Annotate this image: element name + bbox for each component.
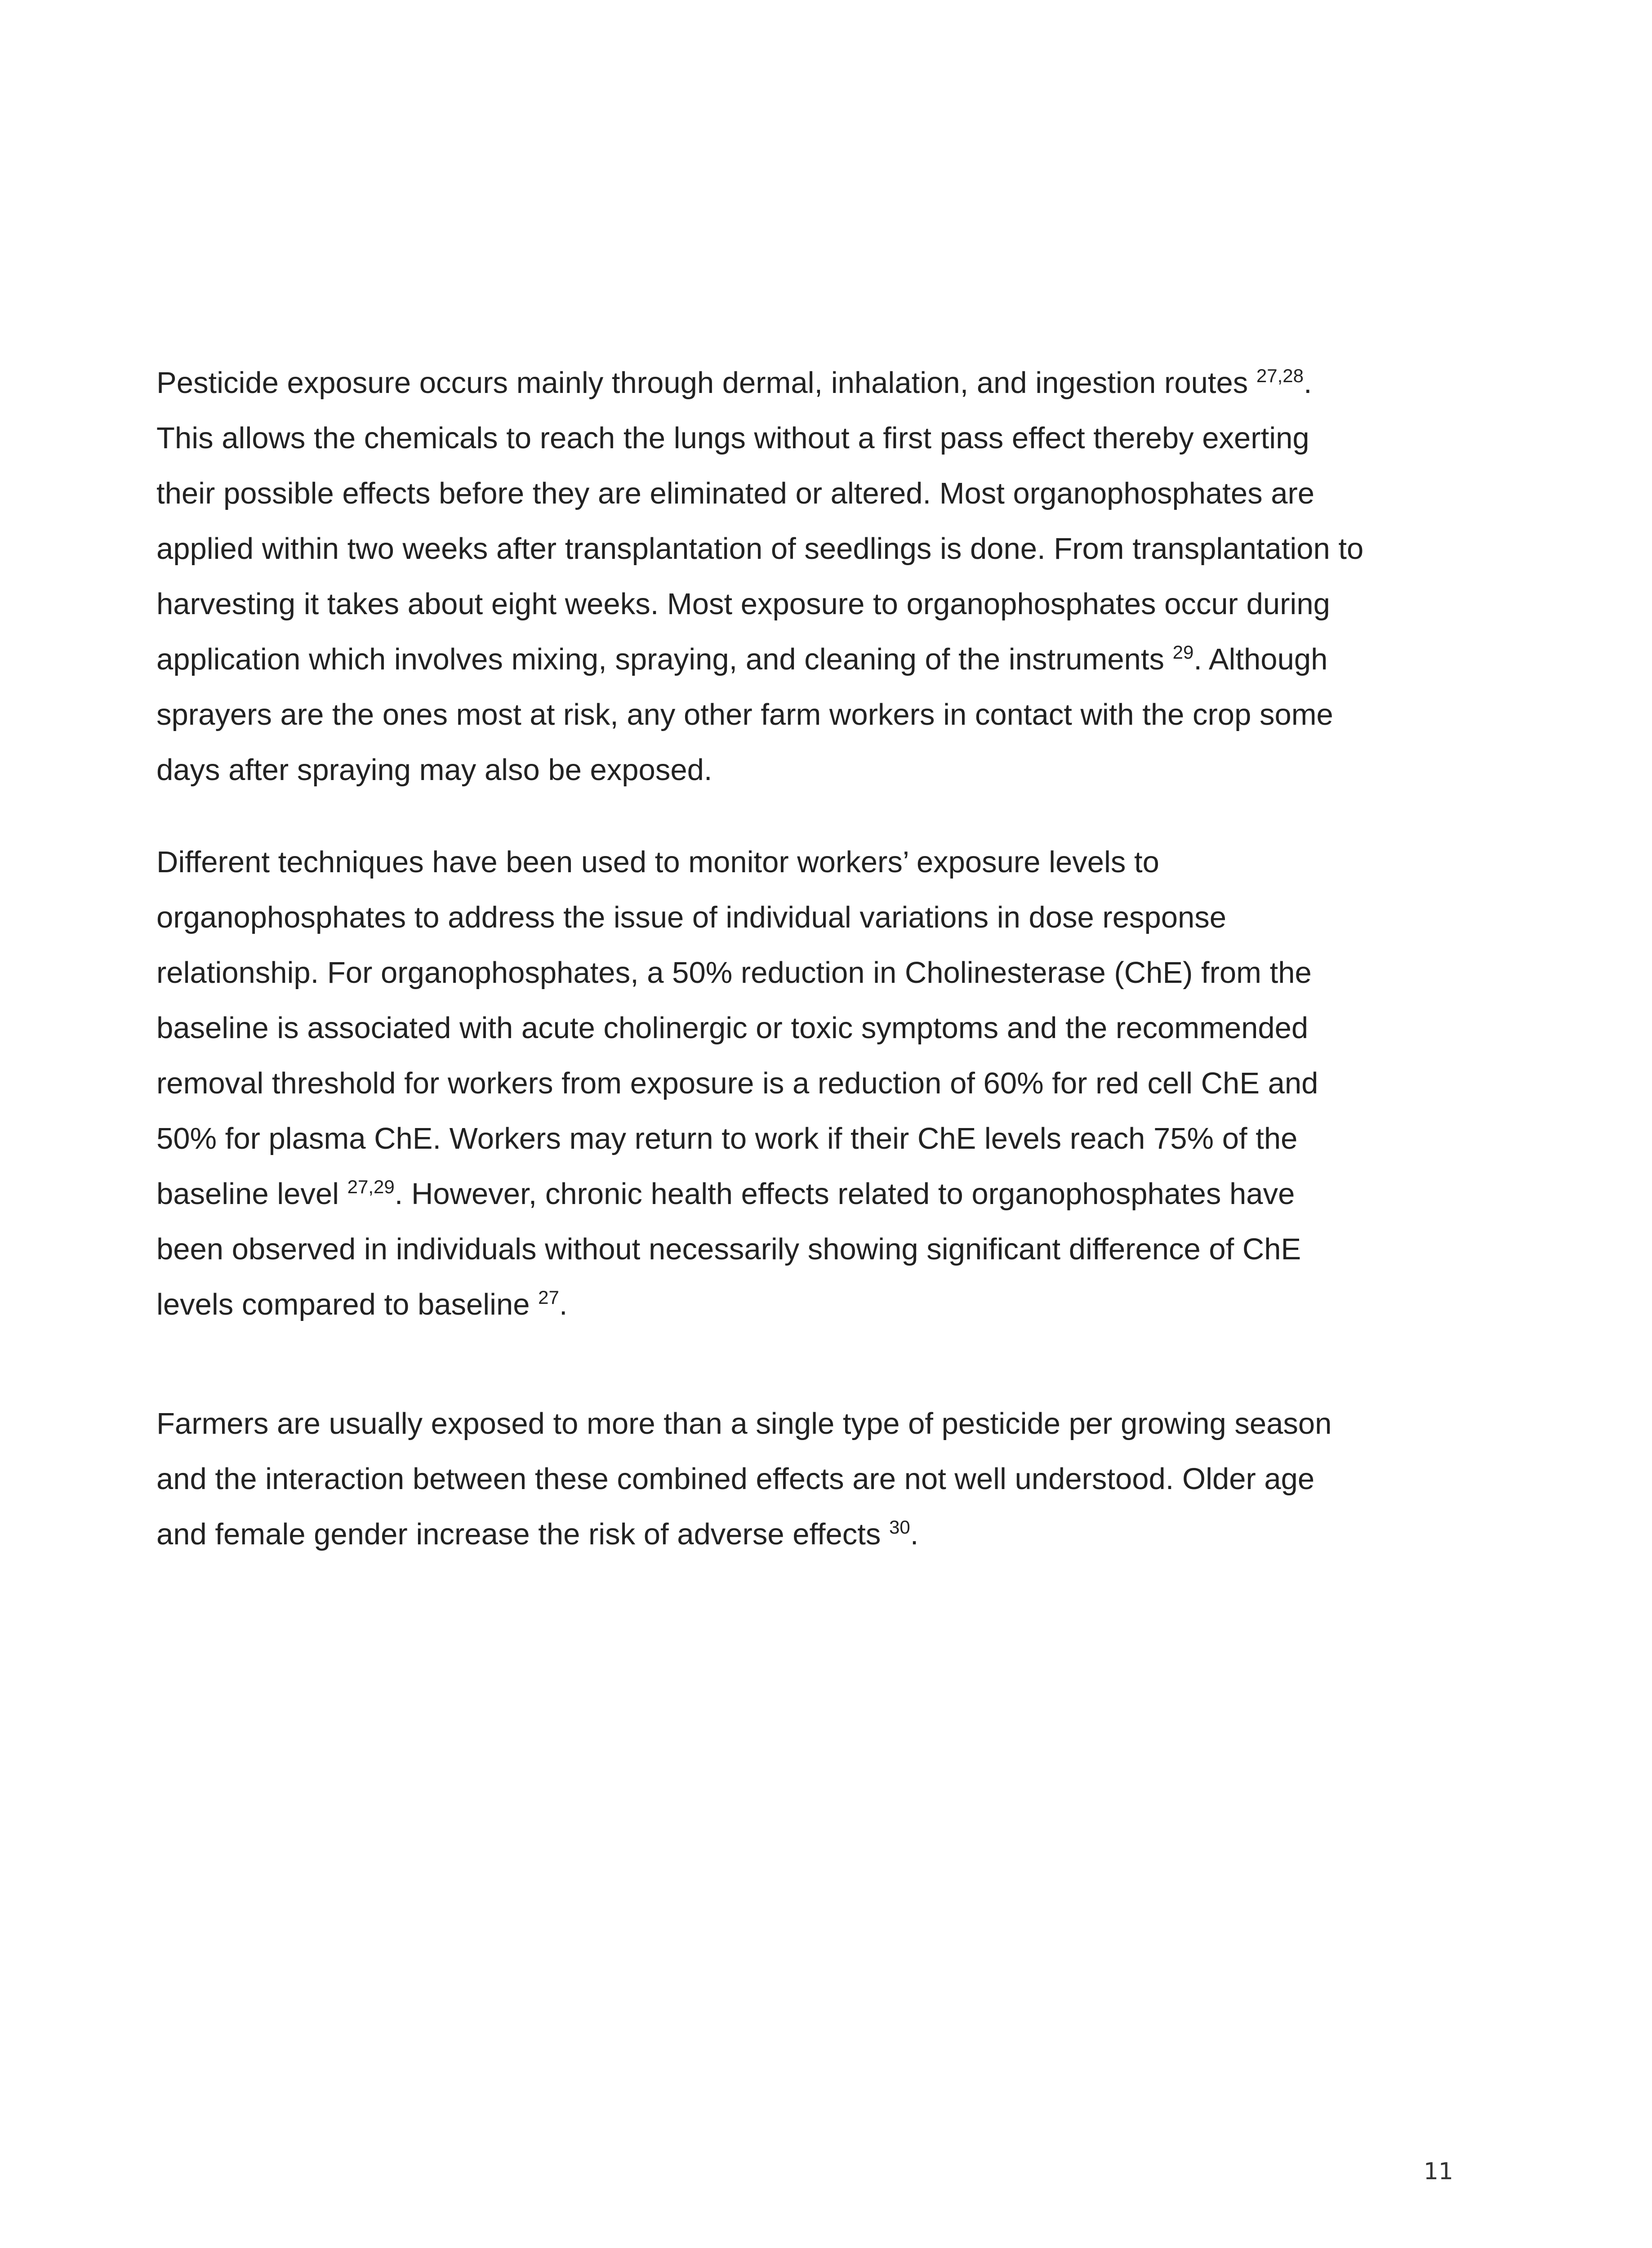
text-line <box>156 1507 1460 1562</box>
text-line: Farmers are usually exposed to more than a single type of pesticide per growing season <box>156 1407 1332 1441</box>
page-number: 11 <box>1423 2158 1453 2185</box>
text-line: days after spraying may also be exposed. <box>156 753 712 787</box>
citation-superscript: 27,29 <box>347 1176 395 1197</box>
text-line: 50% for plasma ChE. Workers may return to work if their ChE levels reach 75% of the <box>156 1122 1298 1155</box>
text-line <box>156 1277 1460 1332</box>
line-text: application which involves mixing, spraying, and cleaning of the instruments <box>156 642 1173 676</box>
line-text: baseline level <box>156 1177 347 1211</box>
line-text-after: . <box>1303 366 1312 400</box>
line-text-after: . <box>910 1517 919 1551</box>
text-line: organophosphates to address the issue of individual variations in dose response <box>156 901 1227 934</box>
paragraph-pesticide-exposure <box>156 355 1460 798</box>
text-line: Different techniques have been used to monitor workers’ exposure levels to <box>156 845 1159 879</box>
text-line: relationship. For organophosphates, a 50% reduction in Cholinesterase (ChE) from the <box>156 956 1312 990</box>
body-text <box>156 355 1460 1562</box>
citation-superscript: 27,28 <box>1256 365 1304 386</box>
text-line <box>156 632 1460 687</box>
text-line: baseline is associated with acute cholinergic or toxic symptoms and the recommended <box>156 1011 1309 1045</box>
text-line: sprayers are the ones most at risk, any other farm workers in contact with the crop some <box>156 698 1333 731</box>
line-text-after: . However, chronic health effects related to organophosphates have <box>394 1177 1295 1211</box>
line-text: Pesticide exposure occurs mainly through dermal, inhalation, and ingestion routes <box>156 366 1256 400</box>
text-line: applied within two weeks after transplantation of seedlings is done. From transplantation to <box>156 532 1364 566</box>
citation-superscript: 29 <box>1172 642 1194 663</box>
text-line: removal threshold for workers from exposure is a reduction of 60% for red cell ChE and <box>156 1066 1318 1100</box>
line-text: and female gender increase the risk of adverse effects <box>156 1517 890 1551</box>
citation-superscript: 27 <box>538 1287 559 1308</box>
text-line: harvesting it takes about eight weeks. Most exposure to organophosphates occur during <box>156 587 1330 621</box>
line-text-after: . <box>559 1288 568 1321</box>
line-text-after: . Although <box>1193 642 1328 676</box>
text-line <box>156 355 1460 410</box>
text-line <box>156 1166 1460 1222</box>
text-line: their possible effects before they are eliminated or altered. Most organophosphates are <box>156 477 1315 510</box>
paragraph-monitoring-techniques <box>156 834 1460 1332</box>
line-text: levels compared to baseline <box>156 1288 539 1321</box>
paragraph-combined-exposure <box>156 1396 1460 1562</box>
text-line: and the interaction between these combined effects are not well understood. Older age <box>156 1462 1315 1496</box>
text-line: been observed in individuals without necessarily showing significant difference of ChE <box>156 1232 1301 1266</box>
citation-superscript: 30 <box>889 1517 910 1538</box>
text-line: This allows the chemicals to reach the lungs without a first pass effect thereby exerting <box>156 421 1309 455</box>
